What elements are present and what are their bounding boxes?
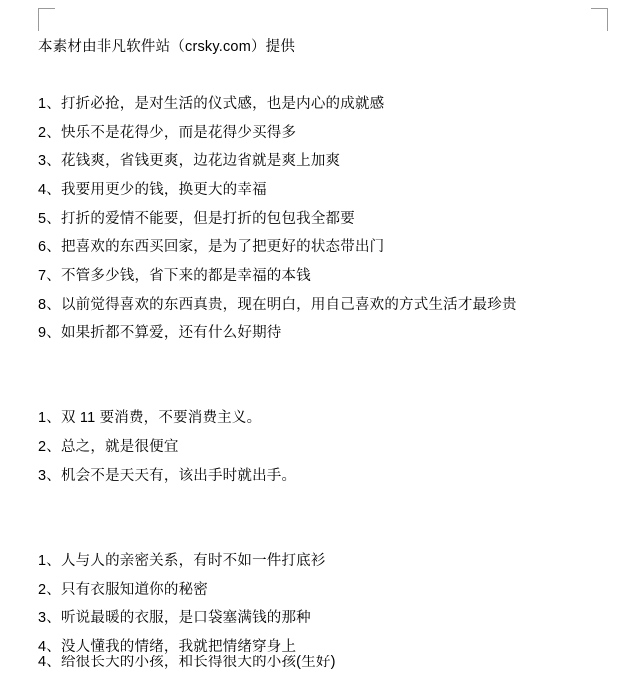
- spacer-line: [38, 526, 606, 554]
- list-item: 3、机会不是天天有，该出手时就出手。: [38, 467, 297, 484]
- spacer-line: [38, 498, 606, 526]
- list-item: 4、没人懂我的情绪，我就把情绪穿身上: [38, 638, 297, 655]
- list-item: 9、如果折都不算爱，还有什么好期待: [38, 325, 282, 342]
- list-item: 2、总之，就是很便宜: [38, 439, 179, 456]
- spacer-line: [38, 355, 606, 383]
- list-item: 6、把喜欢的东西买回家，是为了把更好的状态带出门: [38, 239, 385, 256]
- spacer-line: [38, 69, 606, 97]
- page-corner-mark-top-left: [38, 8, 55, 31]
- list-item: 3、听说最暖的衣服，是口袋塞满钱的那种: [38, 610, 311, 627]
- source-attribution-line: 本素材由非凡软件站（crsky.com）提供: [38, 39, 296, 55]
- list-item: 2、快乐不是花得少，而是花得少买得多: [38, 124, 297, 141]
- list-item: 1、双 11 要消费，不要消费主义。: [38, 410, 262, 427]
- list-item: 8、以前觉得喜欢的东西真贵，现在明白，用自己喜欢的方式生活才最珍贵: [38, 296, 517, 313]
- list-item: 1、人与人的亲密关系，有时不如一件打底衫: [38, 552, 326, 569]
- spacer-line: [38, 383, 606, 411]
- list-item: 5、打折的爱情不能要，但是打折的包包我全都要: [38, 210, 355, 227]
- document-body: [38, 40, 606, 669]
- list-item: 4、我要用更少的钱，换更大的幸福: [38, 181, 267, 198]
- list-item: 2、只有衣服知道你的秘密: [38, 581, 208, 598]
- list-item-partial: 4、给很长大的小孩，和长得很大的小孩(生好): [38, 655, 336, 670]
- list-item: 1、打折必抢，是对生活的仪式感，也是内心的成就感: [38, 95, 385, 112]
- page-corner-mark-top-right: [591, 8, 608, 31]
- list-item: 7、不管多少钱，省下来的都是幸福的本钱: [38, 268, 311, 284]
- clipped-line-container: [38, 655, 606, 681]
- list-item: 3、花钱爽，省钱更爽，边花边省就是爽上加爽: [38, 153, 341, 170]
